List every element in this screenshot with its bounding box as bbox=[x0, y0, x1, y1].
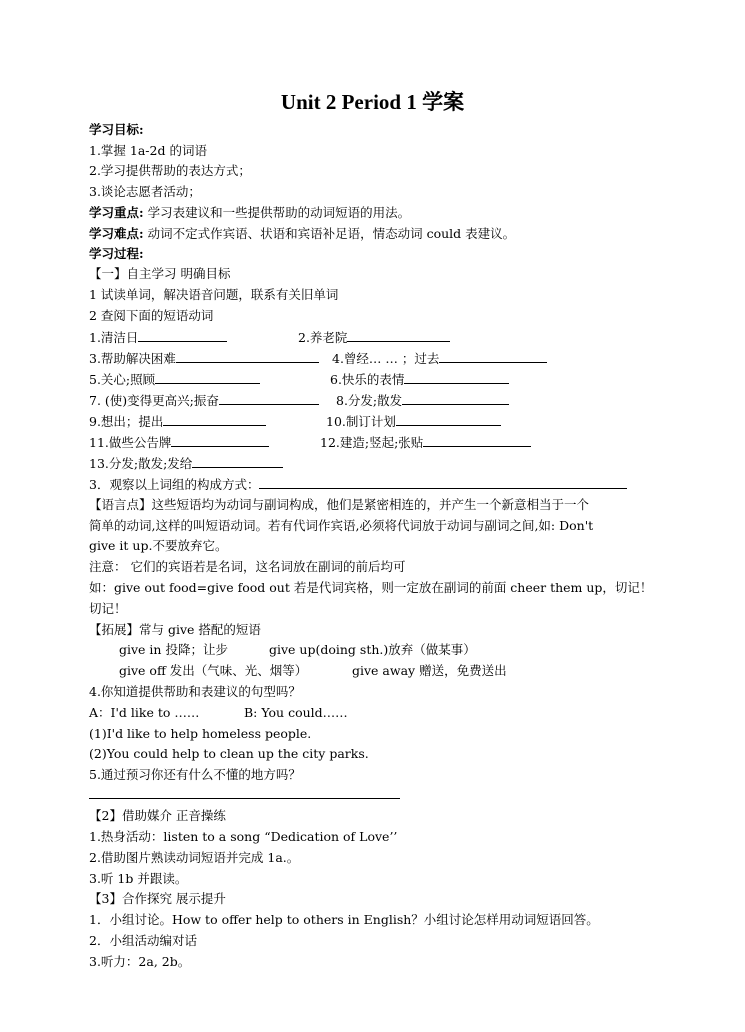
answer-blank[interactable] bbox=[423, 434, 531, 447]
language-point: 【语言点】这些短语均为动词与副词构成，他们是紧密相连的，并产生一个新意相当于一个 bbox=[89, 497, 590, 512]
phrase-row bbox=[89, 413, 266, 430]
answer-blank[interactable] bbox=[402, 392, 509, 405]
objective-item: 3.谈论志愿者活动； bbox=[89, 184, 201, 199]
answer-blank[interactable] bbox=[347, 329, 450, 342]
language-point: 简单的动词,这样的叫短语动词。若有代词作宾语,必须将代词放于动词与副词之间,如: Don't bbox=[89, 518, 594, 533]
phrase-row bbox=[89, 329, 227, 346]
phrase-label: 10.制订计划 bbox=[326, 414, 396, 429]
phrase-row bbox=[332, 350, 547, 367]
section3-item: 3.听力：2a, 2b。 bbox=[89, 954, 191, 969]
answer-blank[interactable] bbox=[259, 476, 627, 489]
difficult-label: 学习难点: bbox=[89, 226, 144, 241]
extension-heading: 【拓展】常与 give 搭配的短语 bbox=[89, 622, 261, 637]
phrase-row bbox=[89, 350, 319, 367]
phrase-row bbox=[89, 392, 319, 409]
pattern-a: A：I'd like to …… bbox=[89, 705, 200, 720]
answer-blank[interactable] bbox=[396, 413, 501, 426]
page-title: Unit 2 Period 1 学案 bbox=[280, 90, 465, 114]
phrase-row bbox=[330, 371, 509, 388]
phrase-label: 13.分发;散发;发给 bbox=[89, 456, 193, 471]
section3-heading: 【3】合作探究 展示提升 bbox=[89, 891, 226, 906]
answer-blank[interactable] bbox=[192, 455, 283, 468]
answer-blank[interactable] bbox=[171, 434, 269, 447]
objective-item: 1.掌握 1a-2d 的词语 bbox=[89, 143, 207, 158]
phrase-row bbox=[326, 413, 501, 430]
give-phrase: give in 投降；让步 bbox=[119, 642, 228, 657]
section2-item: 1.热身活动：listen to a song “Dedication of Love’’ bbox=[89, 829, 398, 844]
phrase-label: 9.想出；提出 bbox=[89, 414, 164, 429]
phrase-label: 5.关心;照顾 bbox=[89, 372, 156, 387]
key-points-text: 学习表建议和一些提供帮助的动词短语的用法。 bbox=[143, 205, 411, 220]
give-phrase: give away 赠送，免费送出 bbox=[352, 663, 507, 678]
phrase-row bbox=[89, 371, 260, 388]
objective-item: 2.学习提供帮助的表达方式； bbox=[89, 163, 251, 178]
phrase-row bbox=[89, 434, 269, 451]
phrase-label: 8.分发;散发 bbox=[336, 393, 403, 408]
phrase-row bbox=[298, 329, 450, 346]
answer-blank[interactable] bbox=[176, 350, 319, 363]
phrase-row bbox=[89, 455, 283, 472]
phrase-label: 11.做些公告牌 bbox=[89, 435, 172, 450]
answer-blank[interactable] bbox=[155, 371, 260, 384]
section1-step: 1 试读单词，解决语音问题，联系有关旧单词 bbox=[89, 287, 339, 302]
answer-blank[interactable] bbox=[439, 350, 547, 363]
pattern-b: B: You could…… bbox=[244, 705, 348, 720]
answer-blank[interactable] bbox=[404, 371, 509, 384]
section1-heading: 【一】自主学习 明确目标 bbox=[89, 266, 231, 281]
section3-item: 2．小组活动编对话 bbox=[89, 933, 197, 948]
example-text: 切记！ bbox=[89, 601, 127, 616]
give-phrase: give off 发出（气味、光、烟等） bbox=[119, 663, 308, 678]
phrase-label: 1.清洁日 bbox=[89, 330, 139, 345]
section2-item: 3.听 1b 并跟读。 bbox=[89, 871, 188, 886]
section2-item: 2.借助图片熟读动词短语并完成 1a.。 bbox=[89, 850, 300, 865]
give-phrase: give up(doing sth.)放弃（做某事） bbox=[269, 642, 476, 657]
phrase-label: 7. (使)变得更高兴;振奋 bbox=[89, 393, 219, 408]
answer-blank[interactable] bbox=[219, 392, 319, 405]
phrase-label: 2.养老院 bbox=[298, 330, 348, 345]
phrase-row bbox=[336, 392, 509, 409]
difficult-points bbox=[89, 226, 515, 242]
example-sentence: (2)You could help to clean up the city parks. bbox=[89, 746, 369, 761]
phrase-row bbox=[320, 434, 531, 451]
section1-step: 2 查阅下面的短语动词 bbox=[89, 308, 214, 323]
answer-blank[interactable] bbox=[138, 329, 227, 342]
phrase-label: 4.曾经… … ；过去 bbox=[332, 351, 440, 366]
objectives-heading: 学习目标: bbox=[89, 122, 144, 137]
key-points-label: 学习重点: bbox=[89, 205, 144, 220]
example-sentence: (1)I'd like to help homeless people. bbox=[89, 726, 312, 741]
language-point: give it up.不要放弃它。 bbox=[89, 538, 228, 553]
process-heading: 学习过程: bbox=[89, 246, 144, 261]
example-text: 如：give out food=give food out 若是代词宾格，则一定放在副词的前面 cheer them up，切记！ bbox=[89, 580, 653, 595]
key-points bbox=[89, 205, 410, 221]
note-text: 注意： 它们的宾语若是名词，这名词放在副词的前后均可 bbox=[89, 559, 406, 574]
observe-label: 3．观察以上词组的构成方式： bbox=[89, 477, 260, 492]
phrase-label: 12.建造;竖起;张贴 bbox=[320, 435, 424, 450]
section3-item: 1．小组讨论。How to offer help to others in English？小组讨论怎样用动词短语回答。 bbox=[89, 912, 599, 927]
question-4: 4.你知道提供帮助和表建议的句型吗？ bbox=[89, 684, 301, 699]
answer-line[interactable] bbox=[89, 798, 400, 799]
question-5: 5.通过预习你还有什么不懂的地方吗？ bbox=[89, 767, 301, 782]
difficult-text: 动词不定式作宾语、状语和宾语补足语，情态动词 could 表建议。 bbox=[143, 226, 516, 241]
phrase-label: 6.快乐的表情 bbox=[330, 372, 405, 387]
phrase-label: 3.帮助解决困难 bbox=[89, 351, 176, 366]
observe-question bbox=[89, 476, 627, 493]
answer-blank[interactable] bbox=[163, 413, 266, 426]
section2-heading: 【2】借助媒介 正音操练 bbox=[89, 808, 226, 823]
